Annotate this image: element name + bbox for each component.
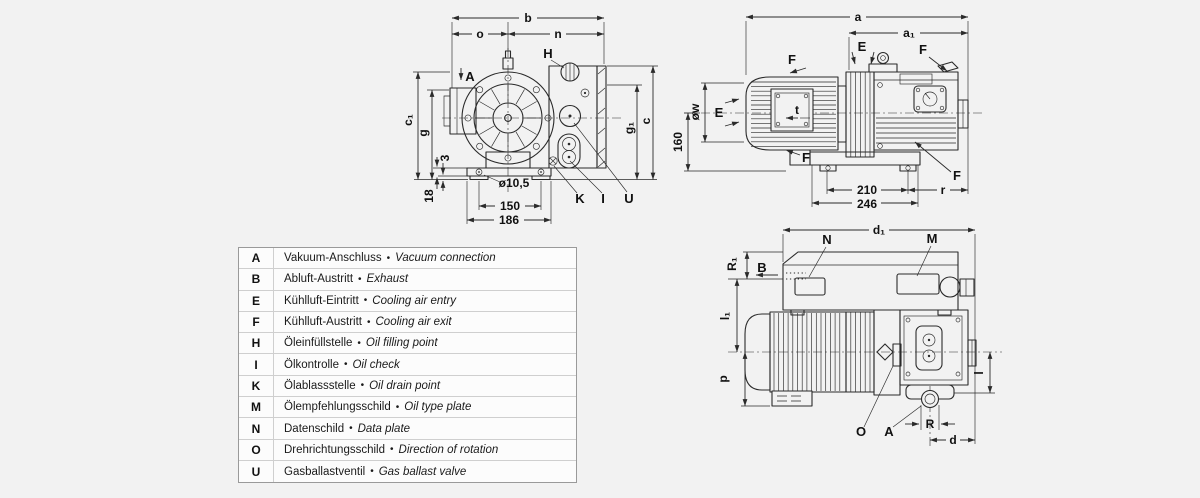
legend-text: Kühlluft-Austritt • Cooling air exit — [284, 316, 452, 329]
bullet-separator: • — [370, 466, 374, 478]
bullet-separator: • — [395, 401, 400, 413]
legend-key: F — [239, 312, 274, 332]
legend-key: B — [239, 269, 274, 289]
legend-row — [239, 418, 576, 439]
bullet-separator: • — [343, 359, 348, 371]
callout-E-left: E — [714, 105, 724, 120]
legend-row — [239, 461, 576, 482]
dim-label-d: d — [949, 433, 957, 447]
dim-label-160: 160 — [671, 131, 685, 153]
dim-label-3: 3 — [438, 154, 452, 162]
dim-label-l: l — [972, 371, 986, 375]
legend-row — [239, 291, 576, 312]
dim-label-w-dia: øw — [688, 103, 702, 121]
legend-key: M — [239, 397, 274, 417]
dim-label-246: 246 — [856, 197, 878, 211]
bullet-separator: • — [360, 380, 365, 392]
callout-H: H — [543, 46, 553, 61]
legend-row — [239, 376, 576, 397]
legend-key: N — [239, 418, 274, 438]
legend-key: U — [239, 461, 274, 482]
dim-label-l1: l₁ — [718, 311, 732, 321]
bullet-separator: • — [357, 337, 361, 349]
legend-text: Ölempfehlungsschild • Oil type plate — [284, 401, 472, 414]
dim-label-o: o — [476, 27, 484, 41]
legend-key: O — [239, 440, 274, 460]
legend-text: Öleinfüllstelle • Oil filling point — [284, 337, 438, 350]
legend-text: Drehrichtungsschild • Direction of rotation — [284, 443, 499, 456]
legend-key: H — [239, 333, 274, 353]
legend-key: I — [239, 354, 274, 374]
bullet-separator: • — [390, 444, 394, 456]
legend-row — [239, 397, 576, 418]
callout-O: O — [855, 424, 867, 439]
dim-label-18: 18 — [422, 189, 436, 203]
callout-A-top: A — [884, 424, 894, 439]
legend-text: Ölkontrolle • Oil check — [284, 358, 400, 371]
bullet-separator: • — [363, 295, 368, 307]
legend-text: Datenschild • Data plate — [284, 422, 411, 435]
bullet-separator: • — [386, 252, 391, 264]
dim-label-p: p — [716, 375, 730, 383]
legend-text: Kühlluft-Eintritt • Cooling air entry — [284, 294, 457, 307]
callout-B: B — [757, 260, 767, 275]
bullet-separator: • — [366, 316, 371, 328]
top-view-dimensions — [728, 230, 995, 444]
legend-key: E — [239, 291, 274, 311]
bullet-separator: • — [349, 423, 353, 435]
callout-M: M — [926, 231, 938, 246]
legend-key: A — [239, 248, 274, 268]
side-view-outline — [746, 53, 968, 172]
callout-I: I — [601, 191, 605, 206]
legend-text: Abluft-Austritt • Exhaust — [284, 273, 409, 286]
dim-label-210: 210 — [856, 183, 878, 197]
top-view-outline — [745, 252, 976, 408]
front-view — [401, 11, 658, 227]
dim-label-a1: a₁ — [903, 26, 915, 40]
callout-F-bottom-left: F — [802, 150, 810, 165]
legend-row — [239, 333, 576, 354]
callout-F-top-left: F — [788, 52, 796, 67]
legend-text: Gasballastventil • Gas ballast valve — [284, 465, 467, 478]
legend-row — [239, 269, 576, 290]
dim-label-186: 186 — [498, 213, 520, 227]
dim-label-R1: R₁ — [725, 257, 739, 271]
legend-table — [238, 247, 577, 483]
dim-label-a: a — [854, 10, 862, 24]
dim-label-t: t — [795, 103, 799, 117]
legend-text: Vakuum-Anschluss • Vacuum connection — [284, 252, 496, 265]
legend-row — [239, 354, 576, 375]
dim-label-g1: g₁ — [622, 121, 636, 135]
top-view — [716, 223, 1002, 447]
side-view — [671, 10, 982, 211]
dim-label-c1: c₁ — [401, 114, 415, 126]
callout-E-top: E — [857, 39, 867, 54]
bullet-separator: • — [358, 273, 362, 285]
callout-F-bottom-right: F — [953, 168, 961, 183]
dim-label-g: g — [416, 129, 430, 137]
dim-label-R: R — [925, 417, 935, 431]
legend-row — [239, 248, 576, 269]
callout-F-top-right: F — [919, 42, 927, 57]
dim-label-c: c — [639, 117, 653, 125]
dim-label-hole-dia: ø10,5 — [498, 176, 530, 190]
dim-label-r: r — [940, 183, 946, 197]
callout-N: N — [822, 232, 832, 247]
callout-K: K — [575, 191, 585, 206]
legend-key: K — [239, 376, 274, 396]
dim-label-n: n — [554, 27, 562, 41]
legend-row — [239, 312, 576, 333]
dim-label-b: b — [524, 11, 532, 25]
callout-U: U — [624, 191, 634, 206]
legend-text: Ölablassstelle • Oil drain point — [284, 379, 441, 392]
dim-label-150: 150 — [499, 199, 521, 213]
dim-label-d1: d₁ — [872, 223, 886, 237]
legend-row — [239, 440, 576, 461]
callout-A-front: A — [465, 69, 475, 84]
